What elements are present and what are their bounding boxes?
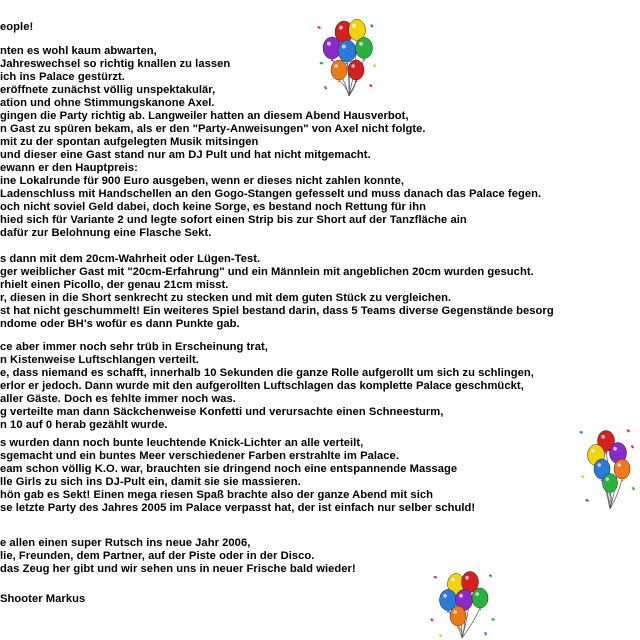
text-line: r, diesen in die Short senkrecht zu stecken und mit dem guten Stück zu vergleichen. — [0, 292, 452, 304]
balloon-cluster — [588, 431, 631, 510]
text-line: se letzte Party des Jahres 2005 im Palace verpasst hat, der ist einfach nur selber schuld! — [0, 502, 476, 514]
text-line: aller Gäste. Doch es fehlte immer noch was. — [0, 393, 236, 405]
balloon-shine — [613, 447, 617, 451]
confetti — [373, 64, 377, 67]
text-line: hied sich für Variante 2 und legte sofort einen Strip bis zur Short auf der Tanzfläche ain — [0, 214, 467, 226]
text-line: ation und ohne Stimmungskanone Axel. — [0, 97, 215, 109]
text-line: erlor er jedoch. Dann wurde mit den aufgerollten Luftschlagen das komplette Palace geschmückt, — [0, 380, 524, 392]
balloon — [614, 459, 630, 479]
greeting: eople! — [0, 21, 34, 33]
text-line: lie, Freunden, dem Partner, auf der Piste oder in der Disco. — [0, 550, 315, 562]
text-line: e allen einen super Rutsch ins neue Jahr 2006, — [0, 537, 251, 549]
balloon-cluster — [323, 20, 373, 97]
confetti — [631, 445, 635, 449]
balloon-shine — [606, 477, 609, 480]
balloon-shine — [359, 42, 363, 46]
text-line: lle Girls zu sich ins DJ-Pult ein, damit sie sie massieren. — [0, 476, 301, 488]
text-line: n Kistenweise Luftschlangen verteilt. — [0, 354, 199, 366]
text-line: das Zeug her gibt und wir sehen uns in neuer Frische bald wieder! — [0, 563, 356, 575]
confetti — [439, 634, 443, 637]
balloon — [472, 588, 488, 608]
confetti — [369, 84, 373, 87]
balloon — [348, 60, 364, 80]
confetti — [320, 62, 323, 64]
text-line: hön gab es Sekt! Einen mega riesen Spaß brachte also der ganze Abend mit sich — [0, 489, 434, 501]
balloon-shine — [334, 64, 338, 68]
balloon-shine — [352, 24, 356, 28]
balloons-decoration-top — [312, 18, 380, 100]
text-line: e, dass niemand es schafft, innerhalb 10 Sekunden die ganze Rolle aufgerollt um sich zu schlingen, — [0, 367, 534, 379]
text-line: dafür zur Belohnung eine Flasche Sekt. — [0, 227, 212, 239]
text-line: ndome oder BH's wofür es dann Punkte gab. — [0, 318, 240, 330]
text-line: mit zu der spontan aufgelegten Musik mitsingen — [0, 136, 259, 148]
balloon-shine — [453, 610, 457, 614]
text-line: och nicht soviel Geld dabei, doch keine Sorge, es bestand noch Rettung für ihn — [0, 201, 426, 213]
text-line: s dann mit dem 20cm-Wahrheit oder Lügen-Test. — [0, 253, 261, 265]
balloon-shine — [617, 463, 621, 467]
balloon-shine — [342, 45, 346, 49]
balloons-decoration-middle — [576, 425, 640, 513]
confetti — [626, 429, 629, 433]
balloons-decoration-bottom — [428, 568, 500, 640]
text-line: ger weiblicher Gast mit "20cm-Erfahrung" und ein Männlein mit angeblichen 20cm wurden gesucht. — [0, 266, 534, 278]
confetti — [370, 24, 373, 28]
balloon-shine — [601, 435, 605, 439]
balloon — [338, 40, 356, 62]
balloon-shine — [459, 594, 463, 598]
confetti — [491, 618, 495, 621]
text-line: nten es wohl kaum abwarten, — [0, 45, 157, 57]
text-line: g verteilte man dann Säckchenweise Konfetti und verursachte einen Schneesturm, — [0, 406, 444, 418]
balloon-shine — [475, 592, 479, 596]
balloon-cluster — [440, 572, 489, 639]
confetti — [430, 618, 433, 622]
text-line: s wurden dann noch bunte leuchtende Knick-Lichter an alle verteilt, — [0, 437, 364, 449]
confetti — [579, 431, 582, 434]
text-line: Ladenschluss mit Handschellen an den Gogo-Stangen gefesselt und muss danach das Palace fegen. — [0, 188, 542, 200]
balloon — [331, 60, 347, 80]
text-line: st hat nicht geschummelt! Ein weiteres Spiel bestand darin, dass 5 Teams diverse Gegenstände besorg — [0, 305, 554, 317]
balloon-shine — [327, 42, 331, 46]
text-line: n Gast zu spüren bekam, als er den "Party-Anweisungen" von Axel nicht folgte. — [0, 123, 426, 135]
balloon-shine — [339, 26, 343, 30]
balloon-shine — [451, 578, 455, 582]
text-line: n 10 auf 0 herab gezählt wurde. — [0, 419, 168, 431]
confetti — [585, 499, 589, 502]
text-line: ewann er den Hauptpreis: — [0, 162, 138, 174]
text-line: sgemacht und ein buntes Meer verschiedener Farben erstrahlte im Palace. — [0, 450, 399, 462]
text-line: und dieser eine Gast stand nur am DJ Pult und hat nicht mitgemacht. — [0, 149, 371, 161]
text-line: ine Lokalrunde für 900 Euro ausgeben, wenn er dieses nicht zahlen konnte, — [0, 175, 405, 187]
balloon-string — [339, 80, 349, 96]
signature: Shooter Markus — [0, 593, 86, 605]
text-line: ce aber immer noch sehr trüb in Erscheinung trat, — [0, 341, 268, 353]
balloon-shine — [351, 64, 355, 68]
text-line: gingen die Party richtig ab. Langweiler hatten an diesem Abend Hausverbot, — [0, 110, 409, 122]
balloon-shine — [443, 594, 447, 598]
balloon-shine — [597, 463, 601, 467]
confetti — [632, 487, 635, 490]
confetti — [324, 86, 327, 90]
balloon-shine — [465, 576, 469, 580]
confetti — [434, 576, 437, 578]
text-line: ich ins Palace gestürzt. — [0, 71, 125, 83]
text-line: eröffnete zunächst völlig unspektakulär, — [0, 84, 216, 96]
balloon-shine — [591, 449, 595, 453]
text-line: Jahreswechsel so richtig knallen zu lassen — [0, 58, 231, 70]
balloon — [450, 606, 466, 626]
confetti — [489, 574, 493, 577]
text-line: eam schon völlig K.O. war, brauchten sie dringend noch eine entspannende Massage — [0, 463, 458, 475]
text-line: rhielt einen Picollo, der genau 21cm misst. — [0, 279, 229, 291]
confetti — [484, 632, 487, 636]
confetti — [317, 26, 321, 29]
balloon — [603, 474, 618, 493]
balloon — [356, 38, 373, 59]
confetti — [581, 475, 585, 478]
